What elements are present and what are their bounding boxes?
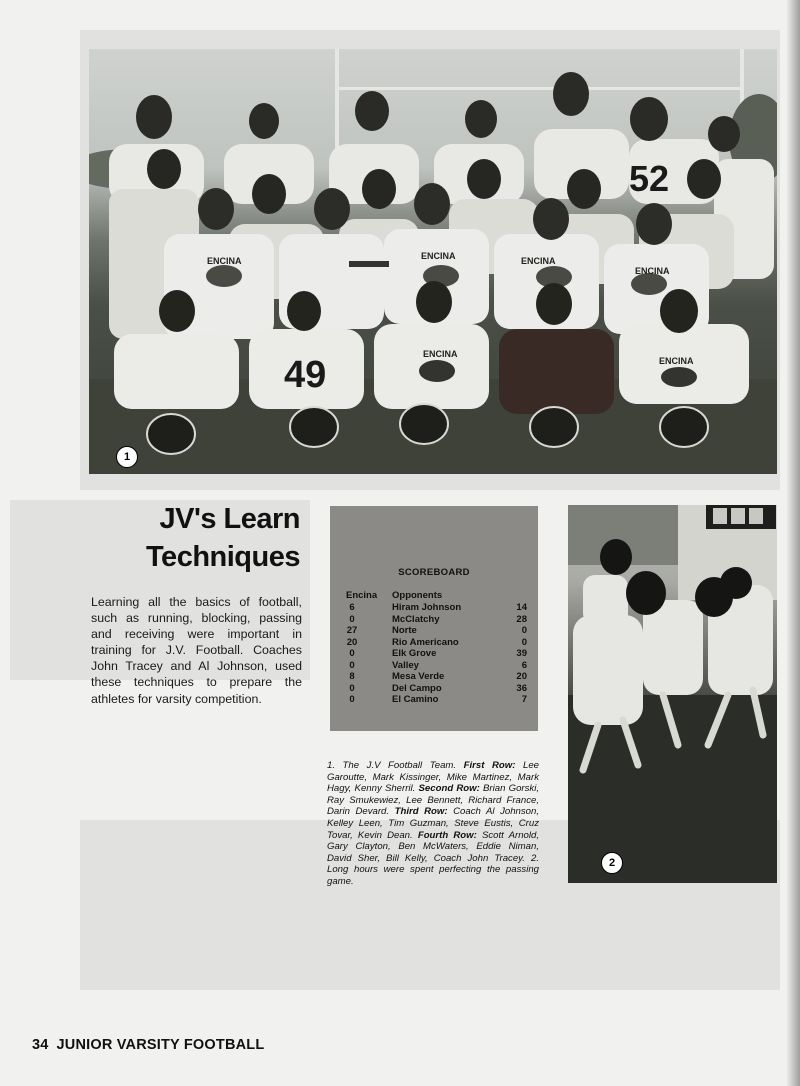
scoreboard-encina-score: 0 <box>349 613 355 625</box>
scoreboard-encina-score: 0 <box>349 694 355 705</box>
scoreboard-encina-score: 0 <box>349 648 355 659</box>
shirt-lettering: ENCINA <box>521 256 556 266</box>
scoreboard-opponent-score: 36 <box>516 682 527 694</box>
scoreboard-opponent-name: Valley <box>392 659 419 671</box>
caption-third-row-label: Third Row: <box>394 806 448 818</box>
scoreboard-row <box>330 694 538 706</box>
scoreboard-opponent-name: Del Campo <box>392 682 442 694</box>
caption-intro: 1. The J.V Football Team. <box>327 760 464 771</box>
scoreboard-opponent-name: McClatchy <box>392 613 440 625</box>
photo-number-badge: 1 <box>116 446 138 468</box>
scoreboard-encina-score: 20 <box>346 636 358 648</box>
scoreboard-col-encina: Encina <box>346 590 378 601</box>
photo-number-badge: 2 <box>601 852 623 874</box>
scoreboard-title: SCOREBOARD <box>398 567 470 578</box>
scoreboard-encina-score: 0 <box>349 682 355 694</box>
scoreboard-row <box>330 614 538 626</box>
scoreboard-opponent-name: El Camino <box>392 694 439 705</box>
story-body-text: Learning all the basics of football, such as running, blocking, passing and receiving were important in training for J.V. Football. Coaches John Tracey and Al Johnson, used these techniques to prepare the athletes for varsity competition. <box>91 595 302 706</box>
scoreboard-col-opponents: Opponents <box>392 590 443 601</box>
page-headline <box>100 500 300 576</box>
passing-drill-illustration <box>568 505 777 883</box>
section-title: JUNIOR VARSITY FOOTBALL <box>56 1037 265 1053</box>
scoreboard-row <box>330 637 538 649</box>
caption-first-row-label: First Row: <box>463 760 516 771</box>
scoreboard-row <box>330 683 538 695</box>
scoreboard-opponent-score: 39 <box>516 648 527 659</box>
scoreboard-encina-score: 8 <box>349 671 355 682</box>
scoreboard-encina-score: 6 <box>349 602 355 613</box>
caption-first-row: Lee Garoutte, Mark Kissinger, Mike Martinez, Mark Hagy, Kenny Sherril. <box>327 760 539 795</box>
scoreboard-opponent-name: Norte <box>392 625 417 636</box>
page-number: 34 <box>32 1037 49 1053</box>
scoreboard-row <box>330 660 538 672</box>
headline-line: JV's Learn <box>159 503 300 535</box>
caption-fourth-row: Scott Arnold, Gary Clayton, Ben McWaters, Eddie Niman, David Sher, Bill Kelly, Coach John Tracey. 2. Long hours were spent perfecting the passing game. <box>327 829 539 887</box>
scoreboard-row <box>330 648 538 660</box>
scoreboard-rows <box>330 602 538 706</box>
team-photo <box>89 49 777 474</box>
scoreboard-opponent-name: Mesa Verde <box>392 671 445 682</box>
scoreboard-opponent-score: 20 <box>516 671 527 682</box>
shirt-lettering: ENCINA <box>635 266 670 276</box>
caption-second-row: Brian Gorski, Ray Smukewiez, Lee Bennett, Richard France, Darin Devard. <box>327 783 539 818</box>
scoreboard-opponent-name: Hiram Johnson <box>392 602 462 613</box>
scoreboard-encina-score: 27 <box>346 625 358 636</box>
scoreboard-opponent-score: 0 <box>521 625 527 636</box>
scoreboard-row <box>330 625 538 637</box>
jersey-number-52: 52 <box>629 158 670 199</box>
shirt-lettering: ENCINA <box>207 256 242 266</box>
scoreboard-opponent-name: Elk Grove <box>392 648 437 659</box>
shirt-lettering: ENCINA <box>423 349 458 359</box>
scoreboard-row <box>330 602 538 614</box>
scoreboard-opponent-score: 6 <box>521 659 527 671</box>
scoreboard-box <box>330 506 538 731</box>
scoreboard-opponent-score: 14 <box>516 602 527 613</box>
scoreboard-opponent-name: Rio Americano <box>392 636 459 648</box>
caption-third-row: Coach Al Johnson, Kelley Leen, Tim Guzman, Steve Eustis, Cruz Tovar, Kevin Dean. <box>327 806 540 841</box>
page-footer <box>32 1037 264 1053</box>
caption-fourth-row-label: Fourth Row: <box>417 829 477 841</box>
scoreboard-encina-score: 0 <box>349 659 355 671</box>
headline-line: Techniques <box>146 541 300 573</box>
scoreboard-row <box>330 671 538 683</box>
scoreboard-opponent-score: 28 <box>516 613 527 625</box>
team-photo-illustration <box>89 49 777 474</box>
shirt-lettering: ENCINA <box>421 251 456 261</box>
scoreboard-opponent-score: 0 <box>521 636 527 648</box>
scoreboard-opponent-score: 7 <box>521 694 527 705</box>
jersey-number-49: 49 <box>284 354 327 396</box>
binding-edge-shadow <box>786 0 800 1086</box>
caption-second-row-label: Second Row: <box>418 783 480 795</box>
shirt-lettering: ENCINA <box>659 356 694 366</box>
photo-caption <box>327 760 539 888</box>
passing-drill-photo <box>568 505 777 883</box>
